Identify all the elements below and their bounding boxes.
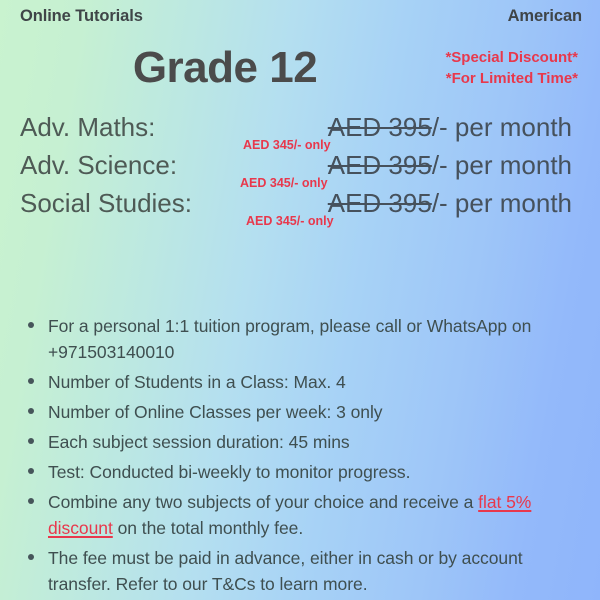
special-discount-note	[445, 47, 578, 89]
subject-label: Adv. Science:	[20, 150, 178, 180]
list-item-text: Test: Conducted bi-weekly to monitor progress.	[48, 462, 411, 482]
list-item	[48, 489, 582, 541]
curriculum-label: American	[507, 7, 582, 25]
list-item-text: For a personal 1:1 tuition program, please call or WhatsApp on +971503140010	[48, 316, 532, 362]
list-item	[48, 545, 582, 597]
price-suffix: /- per month	[431, 112, 572, 142]
old-price: AED 395	[327, 112, 432, 142]
price-value	[328, 184, 572, 222]
details-section	[0, 313, 600, 600]
price-row	[0, 146, 600, 190]
price-suffix: /- per month	[431, 188, 572, 218]
price-value	[328, 108, 572, 146]
list-item-text: Number of Students in a Class: Max. 4	[48, 372, 346, 392]
offer-price: AED 345/- only	[246, 214, 334, 228]
bullet-icon	[28, 378, 34, 384]
price-value	[328, 146, 572, 184]
list-item-text: Number of Online Classes per week: 3 only	[48, 402, 383, 422]
page-title: Grade 12	[132, 43, 318, 92]
list-item-text-before: Combine any two subjects of your choice and receive a	[48, 492, 479, 512]
old-price: AED 395	[327, 150, 432, 180]
poster-header	[0, 7, 600, 33]
offer-price: AED 345/- only	[243, 138, 331, 152]
list-item-text-after: on the total monthly fee.	[112, 518, 304, 538]
offer-price: AED 345/- only	[240, 176, 328, 190]
discount-highlight: flat 5% discount	[48, 492, 532, 538]
list-item	[48, 429, 582, 455]
price-row	[0, 184, 600, 228]
list-item-text: Each subject session duration: 45 mins	[48, 432, 350, 452]
subject-label: Adv. Maths:	[20, 112, 156, 142]
bullet-icon	[28, 498, 34, 504]
special-discount-line-2: *For Limited Time*	[445, 70, 578, 87]
list-item	[48, 399, 582, 425]
bullet-icon	[28, 468, 34, 474]
price-row	[0, 108, 600, 152]
list-item	[48, 313, 582, 365]
list-item	[48, 459, 582, 485]
bullet-icon	[28, 322, 34, 328]
bullet-icon	[28, 554, 34, 560]
subject-label: Social Studies:	[20, 188, 192, 218]
list-item	[48, 369, 582, 395]
old-price: AED 395	[327, 188, 432, 218]
bullet-icon	[28, 408, 34, 414]
special-discount-line-1: *Special Discount*	[445, 49, 578, 66]
brand-name: Online Tutorials	[20, 7, 143, 25]
details-list	[20, 313, 582, 597]
title-band	[0, 42, 600, 98]
price-suffix: /- per month	[431, 150, 572, 180]
list-item-text: The fee must be paid in advance, either in cash or by account transfer. Refer to our T&Cs to learn more.	[48, 548, 523, 594]
bullet-icon	[28, 438, 34, 444]
pricing-list	[0, 108, 600, 228]
